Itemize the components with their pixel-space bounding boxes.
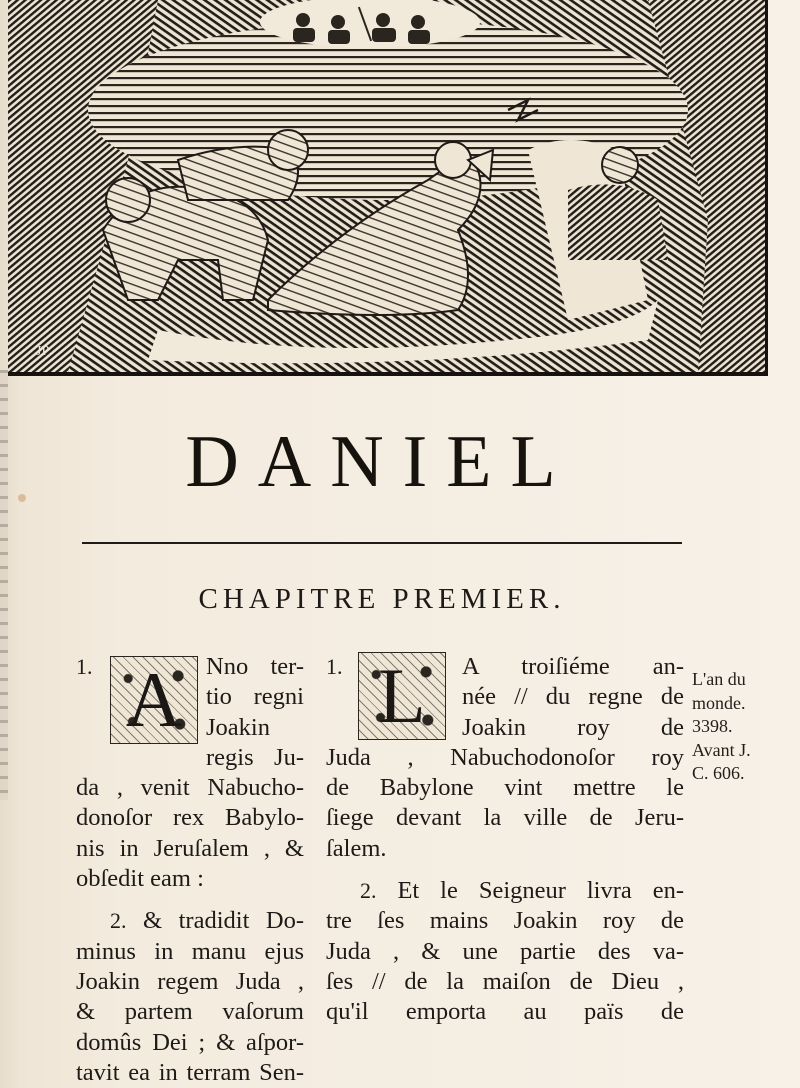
- woodcut-illustration: [8, 0, 768, 376]
- text-line: minus in manu ejus: [76, 937, 304, 965]
- latin-verse-1: [76, 652, 304, 894]
- french-verse-1: [326, 652, 684, 864]
- text-line: A troiſiéme an-: [462, 653, 684, 680]
- text-line: tavit ea in terram Sen-: [76, 1058, 304, 1086]
- margin-line: 3398.: [692, 716, 733, 736]
- verse-number: 1.: [326, 654, 343, 679]
- text-line: ſes // de la maiſon de Dieu ,: [326, 967, 684, 995]
- text-line: tio regni: [206, 683, 304, 711]
- text-fragment: Et le Seigneur livra en-: [397, 877, 684, 905]
- woodcut-monogram: JP: [36, 344, 50, 359]
- latin-column: [76, 652, 304, 1088]
- text-line: Joakin: [206, 713, 270, 741]
- verse-number: 2.: [110, 908, 127, 934]
- text-line: obſedit eam :: [76, 865, 204, 893]
- text-line: qu'il emporta au païs de: [326, 998, 684, 1026]
- book-title: DANIEL: [185, 421, 575, 503]
- text-line: domûs Dei ; & aſpor-: [76, 1028, 304, 1056]
- text-line: ſalem.: [326, 834, 387, 862]
- text-line: de Babylone vint mettre le: [326, 774, 684, 802]
- title-rule: [82, 542, 682, 544]
- text-line: [326, 876, 684, 906]
- ornamental-initial: A: [110, 656, 198, 744]
- text-line: Joakin regem Juda ,: [76, 967, 304, 995]
- text-line: regis Ju-: [206, 743, 304, 771]
- text-line: Joakin roy de: [462, 713, 684, 741]
- text-fragment: & tradidit Do-: [143, 907, 305, 935]
- text-line: da , venit Nabucho-: [76, 774, 304, 802]
- text-line: ſiege devant la ville de Jeru-: [326, 804, 684, 832]
- french-verse-2: [326, 876, 684, 1027]
- text-line: & partem vaſorum: [76, 998, 304, 1026]
- margin-line: L'an du: [692, 669, 746, 689]
- latin-verse-2: [76, 906, 304, 1088]
- text-line: tre ſes mains Joakin roy de: [326, 907, 684, 935]
- margin-line: monde.: [692, 692, 746, 713]
- text-line: née // du regne de: [462, 683, 684, 711]
- text-line: Nno ter-: [206, 653, 304, 680]
- chapter-heading: CHAPITRE PREMIER.: [198, 583, 566, 615]
- margin-line: Avant J.: [692, 739, 751, 760]
- text-line: nis in Jeruſalem , &: [76, 834, 304, 862]
- ornamental-initial: L: [358, 652, 446, 740]
- margin-note-date: [692, 668, 792, 786]
- text-line: Juda , Nabuchodonoſor roy: [326, 743, 684, 771]
- text-line: [76, 906, 304, 936]
- text-line: Juda , & une partie des va-: [326, 937, 684, 965]
- verse-number: 1.: [76, 654, 93, 679]
- margin-line: C. 606.: [692, 763, 745, 783]
- daniel-lions-den-icon: [8, 0, 765, 372]
- french-column: [326, 652, 684, 1028]
- verse-number: 2.: [360, 878, 377, 904]
- text-line: donoſor rex Babylo-: [76, 804, 304, 832]
